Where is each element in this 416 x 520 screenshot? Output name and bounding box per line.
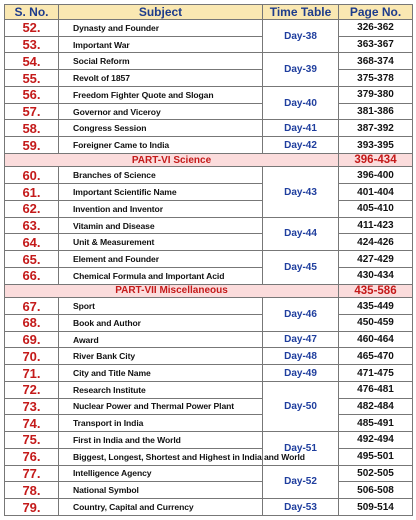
- time-table-day: Day-38: [263, 20, 339, 53]
- table-row: [5, 482, 413, 499]
- subject-cell: Branches of Science: [59, 167, 263, 184]
- subject-cell: Foreigner Came to India: [59, 137, 263, 154]
- subject-cell: Revolt of 1857: [59, 70, 263, 87]
- page-range: 485-491: [339, 415, 413, 432]
- table-row: [5, 267, 413, 284]
- time-table-day: Day-40: [263, 86, 339, 119]
- page-range: 509-514: [339, 499, 413, 516]
- time-table-day: Day-52: [263, 465, 339, 498]
- time-table-day: Day-41: [263, 120, 339, 137]
- subject-cell: Transport in India: [59, 415, 263, 432]
- subject-cell: Congress Session: [59, 120, 263, 137]
- serial-number: 54.: [5, 53, 59, 70]
- header-page: Page No.: [339, 5, 413, 20]
- subject-cell: Vitamin and Disease: [59, 217, 263, 234]
- subject-cell: Social Reform: [59, 53, 263, 70]
- table-row: [5, 465, 413, 482]
- table-row: [5, 217, 413, 234]
- subject-cell: Important War: [59, 36, 263, 53]
- subject-cell: Award: [59, 331, 263, 348]
- serial-number: 68.: [5, 314, 59, 331]
- time-table-day: Day-53: [263, 499, 339, 516]
- page-range: 375-378: [339, 70, 413, 87]
- table-row: [5, 251, 413, 268]
- time-table-day: Day-43: [263, 167, 339, 217]
- page-range: 506-508: [339, 482, 413, 499]
- part-header-row: [5, 153, 413, 167]
- subject-cell: River Bank City: [59, 348, 263, 365]
- serial-number: 79.: [5, 499, 59, 516]
- page-range: 465-470: [339, 348, 413, 365]
- table-row: [5, 200, 413, 217]
- serial-number: 65.: [5, 251, 59, 268]
- page-range: 471-475: [339, 365, 413, 382]
- page-range: 427-429: [339, 251, 413, 268]
- table-row: [5, 381, 413, 398]
- page-range: 387-392: [339, 120, 413, 137]
- serial-number: 77.: [5, 465, 59, 482]
- table-row: [5, 365, 413, 382]
- subject-cell: Country, Capital and Currency: [59, 499, 263, 516]
- page-range: 492-494: [339, 432, 413, 449]
- table-row: [5, 298, 413, 315]
- page-range: 411-423: [339, 217, 413, 234]
- page-range: 502-505: [339, 465, 413, 482]
- page-range: 435-449: [339, 298, 413, 315]
- subject-cell: Element and Founder: [59, 251, 263, 268]
- page-range: 381-386: [339, 103, 413, 120]
- time-table-day: Day-42: [263, 137, 339, 154]
- table-row: [5, 348, 413, 365]
- time-table-day: Day-50: [263, 381, 339, 431]
- page-range: 393-395: [339, 137, 413, 154]
- contents-table: [4, 4, 413, 516]
- table-row: [5, 499, 413, 516]
- table-row: [5, 398, 413, 415]
- serial-number: 64.: [5, 234, 59, 251]
- header-subject: Subject: [59, 5, 263, 20]
- time-table-day: Day-44: [263, 217, 339, 250]
- table-row: [5, 432, 413, 449]
- serial-number: 53.: [5, 36, 59, 53]
- part-title: PART-VII Miscellaneous: [5, 284, 339, 298]
- serial-number: 63.: [5, 217, 59, 234]
- subject-cell: Governor and Viceroy: [59, 103, 263, 120]
- table-row: [5, 86, 413, 103]
- subject-cell: National Symbol: [59, 482, 263, 499]
- time-table-day: Day-51: [263, 432, 339, 465]
- table-row: [5, 36, 413, 53]
- serial-number: 72.: [5, 381, 59, 398]
- page-range: 401-404: [339, 184, 413, 201]
- table-row: [5, 120, 413, 137]
- serial-number: 73.: [5, 398, 59, 415]
- time-table-day: Day-46: [263, 298, 339, 331]
- contents-body: [5, 20, 413, 516]
- subject-cell: Dynasty and Founder: [59, 20, 263, 37]
- page-range: 363-367: [339, 36, 413, 53]
- subject-cell: Nuclear Power and Thermal Power Plant: [59, 398, 263, 415]
- part-page-range: 396-434: [339, 153, 413, 167]
- subject-cell: Important Scientific Name: [59, 184, 263, 201]
- page-range: 450-459: [339, 314, 413, 331]
- subject-cell: Sport: [59, 298, 263, 315]
- time-table-day: Day-48: [263, 348, 339, 365]
- page-range: 476-481: [339, 381, 413, 398]
- serial-number: 57.: [5, 103, 59, 120]
- table-row: [5, 184, 413, 201]
- page-range: 460-464: [339, 331, 413, 348]
- part-header-row: [5, 284, 413, 298]
- subject-cell: City and Title Name: [59, 365, 263, 382]
- serial-number: 56.: [5, 86, 59, 103]
- page-range: 405-410: [339, 200, 413, 217]
- header-row: [5, 5, 413, 20]
- subject-cell: Freedom Fighter Quote and Slogan: [59, 86, 263, 103]
- part-page-range: 435-586: [339, 284, 413, 298]
- serial-number: 52.: [5, 20, 59, 37]
- table-row: [5, 448, 413, 465]
- serial-number: 69.: [5, 331, 59, 348]
- page-range: 396-400: [339, 167, 413, 184]
- subject-cell: Chemical Formula and Important Acid: [59, 267, 263, 284]
- page-range: 424-426: [339, 234, 413, 251]
- table-row: [5, 314, 413, 331]
- page-range: 368-374: [339, 53, 413, 70]
- time-table-day: Day-45: [263, 251, 339, 284]
- serial-number: 62.: [5, 200, 59, 217]
- serial-number: 70.: [5, 348, 59, 365]
- serial-number: 78.: [5, 482, 59, 499]
- table-row: [5, 137, 413, 154]
- page-range: 379-380: [339, 86, 413, 103]
- table-row: [5, 70, 413, 87]
- subject-cell: Intelligence Agency: [59, 465, 263, 482]
- serial-number: 76.: [5, 448, 59, 465]
- serial-number: 61.: [5, 184, 59, 201]
- subject-cell: Biggest, Longest, Shortest and Highest in India and World: [59, 448, 263, 465]
- page-range: 326-362: [339, 20, 413, 37]
- subject-cell: Research Institute: [59, 381, 263, 398]
- table-row: [5, 103, 413, 120]
- serial-number: 71.: [5, 365, 59, 382]
- time-table-day: Day-49: [263, 365, 339, 382]
- page-range: 482-484: [339, 398, 413, 415]
- time-table-day: Day-39: [263, 53, 339, 86]
- header-time-table: Time Table: [263, 5, 339, 20]
- serial-number: 59.: [5, 137, 59, 154]
- subject-cell: Unit & Measurement: [59, 234, 263, 251]
- table-row: [5, 415, 413, 432]
- header-sno: S. No.: [5, 5, 59, 20]
- table-row: [5, 331, 413, 348]
- time-table-day: Day-47: [263, 331, 339, 348]
- serial-number: 55.: [5, 70, 59, 87]
- serial-number: 66.: [5, 267, 59, 284]
- subject-cell: Invention and Inventor: [59, 200, 263, 217]
- table-row: [5, 20, 413, 37]
- table-row: [5, 234, 413, 251]
- serial-number: 60.: [5, 167, 59, 184]
- subject-cell: Book and Author: [59, 314, 263, 331]
- serial-number: 74.: [5, 415, 59, 432]
- serial-number: 75.: [5, 432, 59, 449]
- page-range: 495-501: [339, 448, 413, 465]
- serial-number: 67.: [5, 298, 59, 315]
- page-range: 430-434: [339, 267, 413, 284]
- table-row: [5, 53, 413, 70]
- subject-cell: First in India and the World: [59, 432, 263, 449]
- table-row: [5, 167, 413, 184]
- part-title: PART-VI Science: [5, 153, 339, 167]
- serial-number: 58.: [5, 120, 59, 137]
